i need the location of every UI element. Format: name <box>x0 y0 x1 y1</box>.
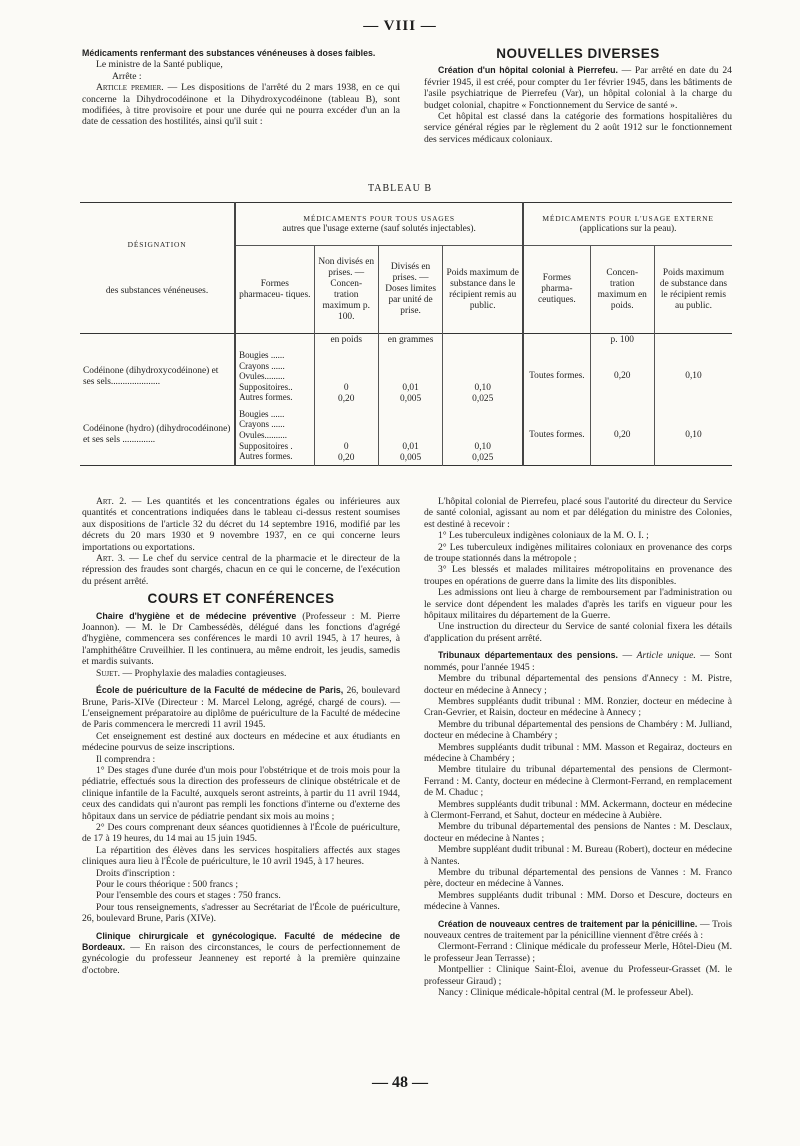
unit-grammes: en grammes <box>378 334 442 348</box>
paragraph: Cet hôpital est classé dans la catégorie des formations hospitalières du service général régies par le règlement du 2 août 1912 sur le fonctionnement des services médicaux coloniaux. <box>424 111 732 145</box>
article-label: Art. 3. <box>96 553 126 565</box>
form-item: Ovules......... <box>239 371 285 382</box>
group1-sub: autres que l'usage externe (sauf solutés injectables). <box>282 224 476 234</box>
paragraph: Une instruction du directeur du Service de santé colonial fixera les détails d'application du présent arrêté. <box>424 621 732 644</box>
paragraph: Il comprendra : <box>96 753 156 765</box>
value-line: 0,01 <box>402 442 419 452</box>
value-line: 0,20 <box>338 393 355 404</box>
paragraph: Arrête : <box>112 70 142 82</box>
paragraph: Membre du tribunal départemental des pensions de Chambéry : M. Julliand, docteur en médecine à Chambéry ; <box>424 718 732 742</box>
separator: — <box>622 650 637 662</box>
form-item: Suppositoires.. <box>239 381 293 392</box>
form-item: Autres formes. <box>239 392 293 403</box>
conc2-value: 0,20 <box>590 406 654 466</box>
paragraph <box>424 65 732 111</box>
form-item: Crayons ...... <box>239 419 285 430</box>
section-heading: COURS ET CONFÉRENCES <box>147 591 335 607</box>
paragraph <box>82 82 400 128</box>
paragraph: Membre du tribunal départemental des pensions d'Annecy : M. Pistre, docteur en médecine à Annecy ; <box>424 673 732 696</box>
paragraph <box>82 685 400 731</box>
col-divises: Divisés en prises. — Doses limites par unité de prise. <box>378 246 442 334</box>
paragraph <box>82 496 400 553</box>
paragraph: Le ministre de la Santé publique, <box>96 59 223 71</box>
substance-name: Codéinone (dihydroxycodéinone) et ses sels..................... <box>83 365 219 387</box>
value-line: 0,005 <box>400 393 422 404</box>
empty-cell <box>80 334 235 348</box>
paragraph: Droits d'inscription : <box>96 867 176 879</box>
col-poids: Poids maximum de substance dans le récipient remis au public. <box>443 246 523 334</box>
paragraph: L'hôpital colonial de Pierrefeu, placé sous l'autorité du directeur du Service de santé colonial, agissant au nom et par délégation du ministre des Colonies, est destiné à recevoir : <box>424 496 732 530</box>
value-line: 0,025 <box>472 453 494 463</box>
value-line: 0,10 <box>474 382 491 393</box>
paragraph: Membre titulaire du tribunal départemental des pensions de Clermont-Ferrand : M. Canty, docteur en médecine à Clermont-Ferrand, en remplacement de M. Chaduc ; <box>424 764 732 799</box>
left-top-column <box>82 48 400 128</box>
paragraph <box>82 611 400 668</box>
form-item: Bougies ...... <box>239 408 285 419</box>
empty-cell <box>235 334 314 348</box>
paragraph <box>82 553 400 587</box>
poids2-value: 0,10 <box>654 348 732 406</box>
paragraph: 3° Les blessés et malades militaires métropolitains en provenance des troupes en opérations de guerre dans la limite des lits disponibles. <box>424 564 732 587</box>
forms-list <box>235 348 314 406</box>
form-item: Bougies ...... <box>239 350 285 361</box>
news-title: Création de nouveaux centres de traitement par la pénicilline. <box>438 918 698 929</box>
course-text: — M. le Dr Cambessédès, délégué dans les fonctions d'agrégé d'hygiène, commencera ses conférences le mardi 10 avril 1945, à 17 heures, à l'amphithéâtre Cruveilhier. Il les continuera, au même endroit, les jeudis, samedis et mardis suivants. <box>82 622 400 668</box>
course-prof: (Professeur : M. Pierre Joannon). <box>82 610 400 634</box>
paragraph: Pour le cours théorique : 500 francs ; <box>96 879 239 890</box>
col-conc2: Concen- tration maximum en poids. <box>590 246 654 334</box>
value-line: 0,025 <box>472 393 494 404</box>
paragraph: Les admissions ont lieu à charge de remboursement par l'administration ou le service dont dépendent les malades d'après les tarifs en vigueur pour les hôpitaux militaires du département de la Guerre. <box>424 587 732 622</box>
paragraph: Membre du tribunal départemental des pensions de Nantes : M. Desclaux, docteur en médecine à Nantes ; <box>424 821 732 844</box>
course-title: École de puériculture de la Faculté de médecine de Paris, <box>96 685 344 696</box>
div-value <box>378 348 442 406</box>
paragraph: 2° Les tuberculeux indigènes militaires coloniaux en provenance des corps de troupe stationnés dans la métropole ; <box>424 541 732 565</box>
news-text: — Sont nommés, pour l'année 1945 : <box>424 650 732 673</box>
value-line: 0,005 <box>400 453 422 463</box>
poids2-value: 0,10 <box>654 406 732 466</box>
paragraph: Membre du tribunal départemental des pensions de Vannes : M. Franco père, docteur en médecine à Vannes. <box>424 867 732 890</box>
paragraph: Pour l'ensemble des cours et stages : 750 francs. <box>96 890 281 902</box>
sujet-text: — Prophylaxie des maladies contagieuses. <box>122 667 287 679</box>
value-line: 0,20 <box>338 453 355 463</box>
col-formes2: Formes pharma- ceutiques. <box>523 246 590 334</box>
formes2-value: Toutes formes. <box>523 406 590 466</box>
paragraph: Pour tous renseignements, s'adresser au Secrétariat de l'École de puériculture, 26, boulevard Brune, Paris (XIVe). <box>82 901 400 925</box>
group2-sub: (applications sur la peau). <box>579 224 677 234</box>
group2-header <box>523 203 732 246</box>
news-text: — Trois nouveaux centres de traitement par la pénicilline viennent d'être créés à : <box>424 918 732 942</box>
paragraph: Membres suppléants dudit tribunal : MM. Dorso et Descure, docteurs en médecine à Vannes. <box>424 889 732 913</box>
poids-value <box>443 348 523 406</box>
form-item: Suppositoires . <box>239 440 293 451</box>
unit-p100: p. 100 <box>590 334 654 348</box>
right-bottom-column <box>424 496 732 998</box>
paragraph: Montpellier : Clinique Saint-Éloi, avenue du Professeur-Grasset (M. le professeur Giraud) ; <box>424 964 732 987</box>
unit-poids: en poids <box>314 334 378 348</box>
designation-sub: des substances vénéneuses. <box>105 286 209 296</box>
poids-value <box>443 406 523 466</box>
empty-cell <box>443 334 523 348</box>
paragraph: 1° Des stages d'une durée d'un mois pour l'obstétrique et de trois mois pour la pédiatrie, effectués sous la direction des professeurs de clinique obstétricale et de clinique infantile de la Faculté, auxquels seront astreints, à partir du 11 avril 1944, ceux des candidats qui n'auront pas rempli les fonctions d'interne ou d'externe des hôpitaux dans un service de pédiatrie pendant six mois au moins ; <box>82 764 400 822</box>
empty-cell <box>523 334 590 348</box>
form-item: Crayons ...... <box>239 360 285 371</box>
sujet-label: Sujet. <box>96 667 121 679</box>
article-unique: Article unique. <box>636 650 696 662</box>
left-bottom-column <box>82 496 400 976</box>
group2-head: MÉDICAMENTS POUR L'USAGE EXTERNE <box>542 214 714 223</box>
right-top-column <box>424 48 732 145</box>
page-number: — 48 — <box>372 1074 428 1091</box>
conc2-value: 0,20 <box>590 348 654 406</box>
paragraph: Clermont-Ferrand : Clinique médicale du professeur Merle, Hôtel-Dieu (M. le professeur Jean Terrasse) ; <box>424 941 732 964</box>
paragraph: Cet enseignement est destiné aux docteurs en médecine et aux étudiants en médecine pourvus de seize inscriptions. <box>82 730 400 754</box>
article-text: — Les quantités et les concentrations égales ou inférieures aux quantités et concentrations indiquées dans le tableau ci-dessus restent soumises aux dispositions de l'article 32 du décret du 14 septembre 1916, modifié par les décrets du 20 mars 1930 et 9 novembre 1937, en ce qui concerne leurs importations ou exportations. <box>82 496 400 553</box>
paragraph: 1° Les tuberculeux indigènes coloniaux de la M. O. I. ; <box>438 530 649 542</box>
course-title: Chaire d'hygiène et de médecine préventive <box>96 610 297 621</box>
value-line: 0,10 <box>474 442 491 452</box>
paragraph: Nancy : Clinique médicale-hôpital central (M. le professeur Abel). <box>438 987 694 999</box>
article-text: — Le chef du service central de la pharmacie et le directeur de la répression des fraudes sont chargés, chacun en ce qui le concerne, de l'exécution du présent arrêté. <box>82 553 401 587</box>
div-value <box>378 406 442 466</box>
page-header: — VIII — <box>363 18 437 34</box>
value-line: 0,01 <box>402 382 419 393</box>
article-title: Médicaments renfermant des substances vénéneuses à doses faibles. <box>82 48 376 58</box>
paragraph <box>82 668 400 679</box>
paragraph: Membres suppléants dudit tribunal : MM. Ackermann, docteur en médecine à Clermont-Ferrand, et Sahut, docteur en médecine à Aubière. <box>424 798 732 821</box>
paragraph: Membres suppléants dudit tribunal : MM. Masson et Regairaz, docteurs en médecine à Chambéry ; <box>424 741 732 764</box>
paragraph: 2° Des cours comprenant deux séances quotidiennes à l'École de puériculture, de 17 à 19 heures, du 14 mai au 15 juin 1945. <box>82 821 400 845</box>
article-text: — Les dispositions de l'arrêté du 2 mars 1938, en ce qui concerne la Dihydrocodéinone et la Dihydroxycodéinone (tableau B), sont modifiées, à titre provisoire et pour une durée qui ne pourra excéder d'un an la date de cessation des hostilités, ainsi qu'il suit : <box>82 82 400 128</box>
paragraph <box>424 650 732 673</box>
paragraph <box>82 931 400 977</box>
form-item: Ovules.......... <box>239 429 288 440</box>
news-title: Tribunaux départementaux des pensions. <box>438 650 618 661</box>
formes2-value: Toutes formes. <box>523 348 590 406</box>
form-item: Autres formes. <box>239 451 293 462</box>
paragraph: Membres suppléants dudit tribunal : MM. Ronzier, docteur en médecine à Cran-Gevrier, et Raisin, docteur en médecine à Annecy ; <box>424 695 732 719</box>
paragraph <box>424 919 732 942</box>
table-row <box>80 406 732 466</box>
substance-name: Codéinone (hydro) (dihydrocodéinone) et ses sels .............. <box>83 424 231 446</box>
value-line: 0 <box>343 382 349 393</box>
nondiv-value <box>314 406 378 466</box>
nondiv-value <box>314 348 378 406</box>
empty-cell <box>654 334 732 348</box>
col-nondivises: Non divisés en prises. — Concen- tration maximum p. 100. <box>314 246 378 334</box>
section-heading: NOUVELLES DIVERSES <box>496 46 660 61</box>
col-poids2: Poids maximum de substance dans le récipient remis au public. <box>654 246 732 334</box>
course-title: Clinique chirurgicale et gynécologique. Faculté de médecine de Bordeaux. <box>82 930 400 953</box>
value-line: 0 <box>343 442 349 452</box>
paragraph: Membre suppléant dudit tribunal : M. Bureau (Robert), docteur en médecine à Nantes. <box>424 844 732 867</box>
news-text: — Par arrêté en date du 24 février 1945, il est créé, pour compter du 1er février 1945, dans les bâtiments de l'asile psychiatrique de Pierrefeu (Var), un hôpital colonial à la charge du budget colonial, chapitre « Fonctionnement du Service de santé ». <box>424 65 732 111</box>
course-text: 26, boulevard Brune, Paris-XIVe (Directeur : M. Marcel Lelong, agrégé, chargé de cours). — L'enseignement préparatoire au diplôme de puériculture de la Faculté de médecine de Paris commencera le mercredi 11 avril 1945. <box>82 685 400 731</box>
article-label: Art. 2. <box>96 496 127 507</box>
paragraph: La répartition des élèves dans les services hospitaliers affectés aux stages cliniques aura lieu à l'École de puériculture, le 10 avril 1945, à 17 heures. <box>82 844 400 868</box>
col-formes: Formes pharmaceu- tiques. <box>235 246 314 334</box>
tableau-b <box>80 202 732 466</box>
table-title: TABLEAU B <box>367 183 433 194</box>
group1-head: MÉDICAMENTS POUR TOUS USAGES <box>303 214 455 223</box>
article-label: Article premier. <box>96 82 164 94</box>
forms-list <box>235 406 314 466</box>
designation-head: DÉSIGNATION <box>127 240 187 249</box>
designation-header <box>80 203 235 334</box>
course-text: — En raison des circonstances, le cours de perfectionnement de gynécologie du professeur Jeanneney est reporté à la première quinzaine d'octobre. <box>82 942 400 976</box>
news-title: Création d'un hôpital colonial à Pierrefeu. <box>438 65 618 76</box>
table-row <box>80 348 732 406</box>
group1-header <box>235 203 523 246</box>
